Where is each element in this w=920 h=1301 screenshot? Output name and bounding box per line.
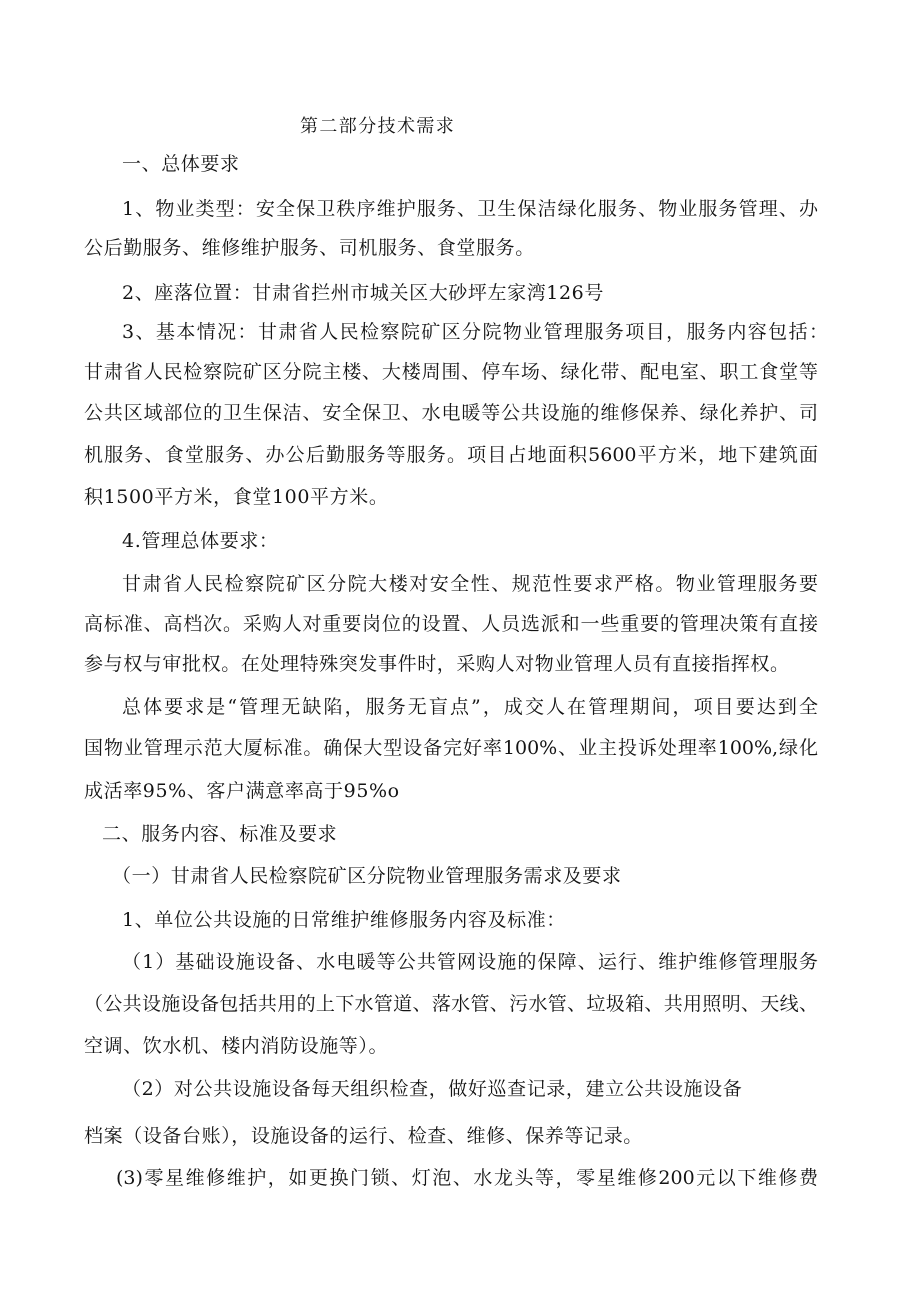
paragraph-line: 国物业管理示范大厦标准。确保大型设备完好率100%、业主投诉处理率100%,绿化 (84, 737, 818, 759)
paragraph-line: 3、基本情况：甘肃省人民检察院矿区分院物业管理服务项目，服务内容包括： (122, 321, 828, 343)
paragraph-line: 档案（设备台账），设施设备的运行、检查、维修、保养等记录。 (84, 1125, 643, 1147)
paragraph-line: 高标准、高档次。采购人对重要岗位的设置、人员选派和一些重要的管理决策有直接 (84, 613, 818, 635)
paragraph-line: 成活率95%、客户满意率高于95%o (84, 780, 400, 802)
subsection-heading: 1、单位公共设施的日常维护维修服务内容及标准： (122, 909, 566, 931)
paragraph-line: 积1500平方米，食堂100平方米。 (84, 486, 389, 508)
paragraph-line: 总体要求是“管理无缺陷，服务无盲点”，成交人在管理期间，项目要达到全 (122, 696, 818, 718)
section-heading: 二、服务内容、标准及要求 (102, 823, 338, 845)
paragraph-line: 1、物业类型：安全保卫秩序维护服务、卫生保洁绿化服务、物业服务管理、办 (122, 198, 818, 220)
section-heading: 4.管理总体要求： (122, 530, 279, 552)
paragraph-line: 甘肃省人民检察院矿区分院主楼、大楼周围、停车场、绿化带、配电室、职工食堂等 (84, 361, 818, 383)
paragraph-line: 公共区域部位的卫生保洁、安全保卫、水电暖等公共设施的维修保养、绿化养护、司 (84, 402, 818, 424)
paragraph-line: 参与权与审批权。在处理特殊突发事件时，采购人对物业管理人员有直接指挥权。 (84, 653, 790, 675)
paragraph-line: 机服务、食堂服务、办公后勤服务等服务。项目占地面积5600平方米，地下建筑面 (84, 444, 818, 466)
paragraph-line: （公共设施设备包括共用的上下水管道、落水管、污水管、垃圾箱、共用照明、天线、 (84, 993, 818, 1015)
paragraph-line: （1）基础设施设备、水电暖等公共管网设施的保障、运行、维护维修管理服务 (122, 951, 818, 973)
paragraph-line: (3)零星维修维护，如更换门锁、灯泡、水龙头等，零星维修200元以下维修费 (116, 1167, 818, 1189)
document-title: 第二部分技术需求 (300, 116, 456, 137)
paragraph-line: 2、座落位置：甘肃省拦州市城关区大砂坪左家湾126号 (122, 282, 604, 304)
subsection-heading: （一）甘肃省人民检察院矿区分院物业管理服务需求及要求 (112, 865, 622, 887)
paragraph-line: 公后勤服务、维修维护服务、司机服务、食堂服务。 (84, 237, 535, 259)
paragraph-line: 甘肃省人民检察院矿区分院大楼对安全性、规范性要求严格。物业管理服务要 (122, 573, 818, 595)
paragraph-line: 空调、饮水机、楼内消防设施等）。 (84, 1035, 389, 1057)
paragraph-line: （2）对公共设施设备每天组织检查，做好巡查记录，建立公共设施设备 (122, 1078, 743, 1100)
section-heading: 一、总体要求 (122, 153, 240, 175)
